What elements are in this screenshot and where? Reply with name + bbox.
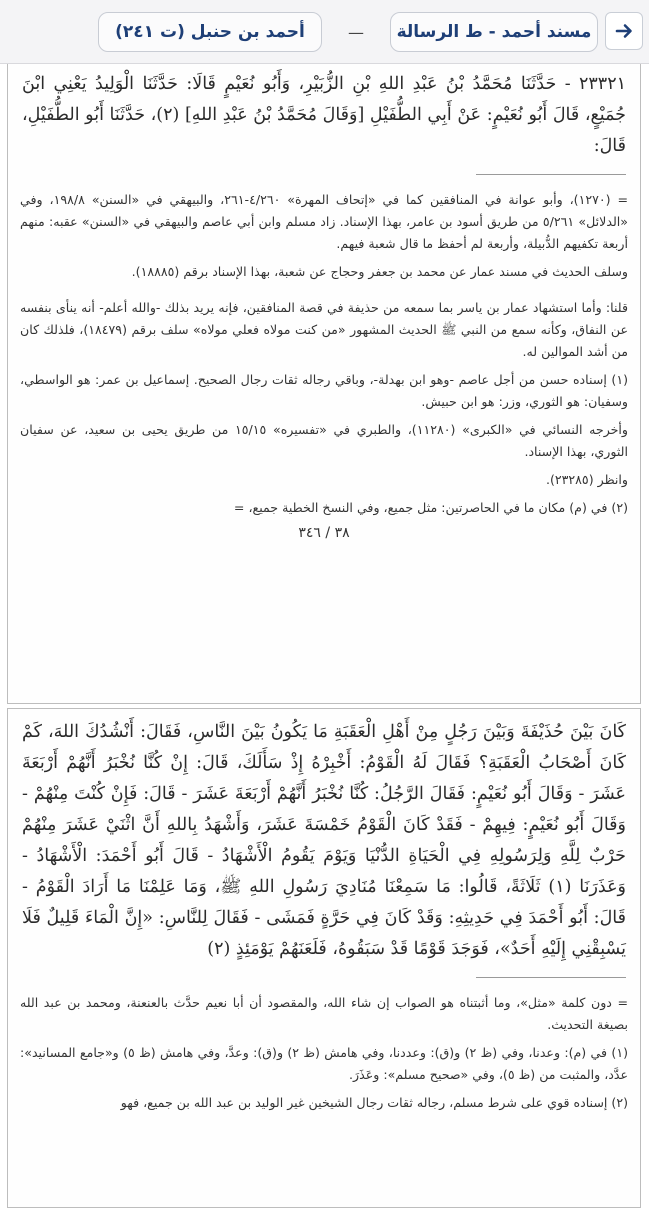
footnote: وانظر (٢٣٢٨٥). <box>545 472 628 487</box>
footnote: وسلف الحديث في مسند عمار عن محمد بن جعفر وحجاج عن شعبة، بهذا الإسناد برقم (١٨٨٨٥). <box>131 264 628 279</box>
footnote: (٢) في (م) مكان ما في الحاصرتين: مثل جميع، وفي النسخ الخطية جميع، = <box>233 500 628 515</box>
page-number: ٣٨ / ٣٤٦ <box>298 525 350 541</box>
navigate-button[interactable] <box>605 12 643 50</box>
book-title-button[interactable]: مسند أحمد - ط الرسالة <box>390 12 598 52</box>
title-separator: — <box>348 23 364 42</box>
hadith-text: ٢٣٣٢١ - حَدَّثَنَا مُحَمَّدُ بْنُ عَبْدِ اللهِ بْنِ الزُّبَيْرِ، وَأَبُو نُعَيْمٍ قَالَا: حَدَّثَنَا الْوَلِيدُ يَعْنِي ابْنَ جُمَيْعٍ، قَالَ أَبُو نُعَيْمٍ: عَنْ أَبِي الطُّفَيْلِ [وَقَالَ مُحَمَّدُ بْنُ عَبْدِ اللهِ] (٢)، حَدَّثَنَا أَبُو الطُّفَيْلِ، قَالَ: <box>22 74 627 156</box>
footnote: (٢) إسناده قوي على شرط مسلم، رجاله ثقات رجال الشيخين غير الوليد بن عبد الله بن جميع، فهو <box>120 1095 628 1110</box>
footnote: = (١٢٧٠)، وأبو عوانة في المنافقين كما في «إتحاف المهرة» ٤/٢٦٠-٢٦١، والبيهقي في «السنن» ١٩٨/٨، وفي «الدلائل» ٥/٢٦١ من طريق أسود بن عامر، بهذا الإسناد. زاد مسلم وابن أبي عاصم والبيهقي في «السنن» عقبه: منهم أربعة تكفيهم الدُّبيلة، وأربعة لم أحفظ ما قال شعبة فيهم. <box>20 192 629 251</box>
book-page-1 <box>7 64 641 704</box>
footnote-divider <box>476 977 626 978</box>
footnote: وأخرجه النسائي في «الكبرى» (١١٢٨٠)، والطبري في «تفسيره» ١٥/١٥ من طريق يحيى بن سعيد، عن سفيان الثوري، بهذا الإسناد. <box>20 422 629 459</box>
arrow-right-icon <box>614 21 634 41</box>
author-title-button[interactable]: أحمد بن حنبل (ت ٢٤١) <box>98 12 322 52</box>
footnote: (١) في (م): وعدنا، وفي (ظ ٢) و(ق): وعددنا، وفي هامش (ظ ٢) و(ق): وعدَّ، وفي هامش (ظ ٥) و«جامع المسانيد»: عدَّد، والمثبت من (ظ ٥)، وفي «صحيح مسلم»: وعَذَرَ. <box>20 1045 628 1082</box>
footnote-divider <box>476 174 626 175</box>
book-page-2 <box>7 708 641 1208</box>
footnote: قلنا: وأما استشهاد عمار بن ياسر بما سمعه من حذيفة في قصة المنافقين، فإنه يريد بذلك -والله أعلم- أنه ينأى بنفسه عن النفاق، وكأنه سمع من النبي ﷺ الحديث المشهور «من كنت مولاه فعلي مولاه» سلف برقم (١٨٤٧٩)، فلذلك كان من أشد الموالين له. <box>20 300 628 359</box>
footnote: = دون كلمة «مثل»، وما أثبتناه هو الصواب إن شاء الله، والمقصود أن أبا نعيم حدَّث بالعنعنة، ومحمد بن عبد الله بصيغة التحديث. <box>20 995 628 1032</box>
hadith-text: كَانَ بَيْنَ حُذَيْفَةَ وَبَيْنَ رَجُلٍ مِنْ أَهْلِ الْعَقَبَةِ مَا يَكُونُ بَيْنَ النَّاسِ، فَقَالَ: أَنْشُدُكَ اللهَ، كَمْ كَانَ أَصْحَابُ الْعَقَبَةِ؟ فَقَالَ لَهُ الْقَوْمُ: أَخْبِرْهُ إِذْ سَأَلَكَ، قَالَ: إِنْ كُنَّا نُخْبَرُ أَنَّهُمْ أَرْبَعَةَ عَشَرَ - وَقَالَ أَبُو نُعَيْمٍ: فَقَالَ الرَّجُلُ: كُنَّا نُخْبَرُ أَنَّهُمْ أَرْبَعَةَ عَشَرَ - قَالَ: فَإِنْ كُنْتَ مِنْهُمْ - وَقَالَ أَبُو نُعَيْمٍ: فِيهِمْ - فَقَدْ كَانَ الْقَوْمُ خَمْسَةَ عَشَرَ، وَأَشْهَدُ بِاللهِ أَنَّ اثْنَيْ عَشَرَ مِنْهُمْ حَرْبٌ لِلَّهِ وَلِرَسُولِهِ فِي الْحَيَاةِ الدُّنْيَا وَيَوْمَ يَقُومُ الْأَشْهَادُ - قَالَ أَبُو أَحْمَدَ: الْأَشْهَادُ - وَعَذَرَنَا (١) ثَلَاثَةً، قَالُوا: مَا سَمِعْنَا مُنَادِيَ رَسُولِ اللهِ ﷺ، وَمَا عَلِمْنَا مَا أَرَادَ الْقَوْمُ - قَالَ: أَبُو أَحْمَدَ فِي حَدِيثِهِ: وَقَدْ كَانَ فِي حَرَّةٍ فَمَشَى - فَقَالَ لِلنَّاسِ: «إِنَّ الْمَاءَ قَلِيلٌ فَلَا يَسْبِقْنِي إِلَيْهِ أَحَدٌ»، فَوَجَدَ قَوْمًا قَدْ سَبَقُوهُ، فَلَعَنَهُمْ يَوْمَئِذٍ (٢) <box>22 722 626 959</box>
top-bar <box>0 0 649 64</box>
footnote: (١) إسناده حسن من أجل عاصم -وهو ابن بهدلة-، وباقي رجاله ثقات رجال الصحيح. إسماعيل بن عمر: هو الواسطي، وسفيان: هو الثوري، وزر: هو ابن حبيش. <box>20 372 628 409</box>
